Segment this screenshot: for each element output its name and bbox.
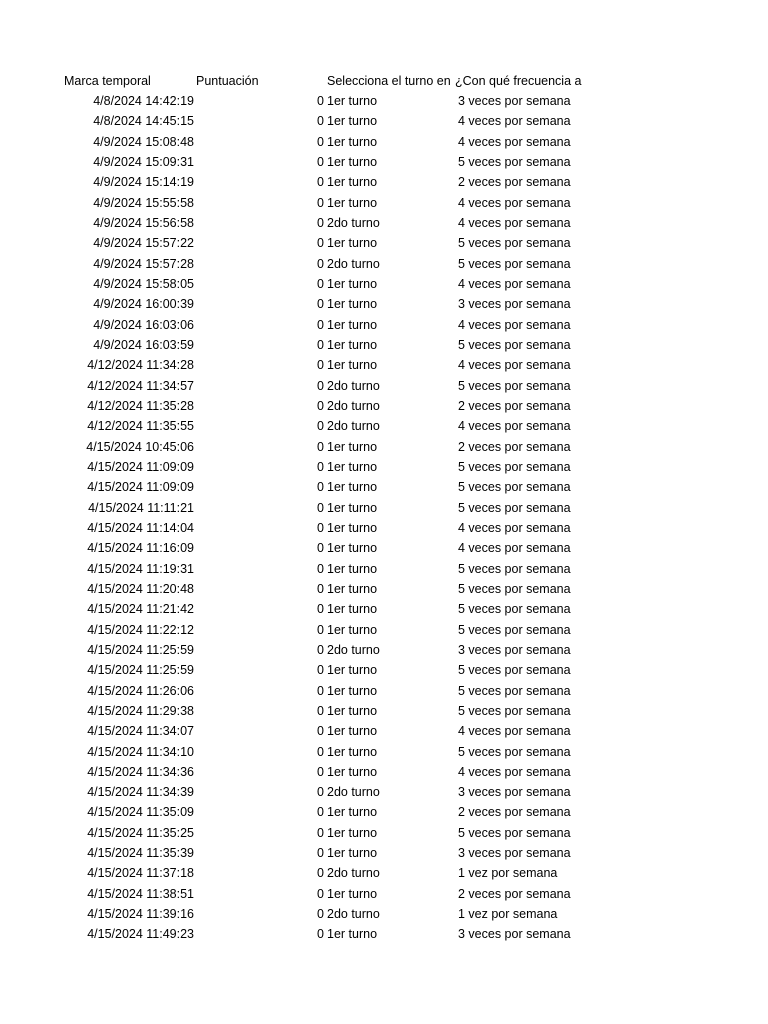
cell-frequency: 4 veces por semana (458, 764, 571, 779)
cell-shift: 2do turno (327, 378, 380, 393)
cell-timestamp: 4/9/2024 15:14:19 (93, 175, 194, 190)
table-row (0, 498, 768, 518)
cell-frequency: 5 veces por semana (458, 561, 571, 576)
cell-frequency: 5 veces por semana (458, 500, 571, 515)
cell-shift: 2do turno (327, 907, 380, 922)
cell-score: 0 (317, 581, 324, 596)
cell-score: 0 (317, 785, 324, 800)
cell-timestamp: 4/9/2024 15:08:48 (93, 134, 194, 149)
cell-score: 0 (317, 175, 324, 190)
table-row (0, 335, 768, 355)
cell-timestamp: 4/15/2024 11:34:36 (87, 764, 194, 779)
cell-timestamp: 4/15/2024 11:09:09 (87, 459, 194, 474)
table-row (0, 172, 768, 192)
cell-frequency: 5 veces por semana (458, 663, 571, 678)
cell-timestamp: 4/15/2024 11:25:59 (87, 663, 194, 678)
cell-score: 0 (317, 195, 324, 210)
cell-score: 0 (317, 154, 324, 169)
table-row (0, 477, 768, 497)
cell-score: 0 (317, 276, 324, 291)
cell-timestamp: 4/15/2024 11:21:42 (87, 602, 194, 617)
cell-score: 0 (317, 825, 324, 840)
cell-score: 0 (317, 337, 324, 352)
cell-frequency: 5 veces por semana (458, 337, 571, 352)
table-row (0, 660, 768, 680)
cell-timestamp: 4/15/2024 11:19:31 (87, 561, 194, 576)
cell-frequency: 3 veces por semana (458, 785, 571, 800)
cell-frequency: 5 veces por semana (458, 825, 571, 840)
spreadsheet-table (0, 72, 768, 945)
cell-score: 0 (317, 744, 324, 759)
cell-timestamp: 4/9/2024 15:56:58 (93, 215, 194, 230)
cell-shift: 1er turno (327, 195, 378, 210)
table-row (0, 233, 768, 253)
cell-score: 0 (317, 378, 324, 393)
cell-timestamp: 4/15/2024 11:34:10 (87, 744, 194, 759)
cell-shift: 1er turno (327, 175, 378, 190)
cell-score: 0 (317, 215, 324, 230)
cell-frequency: 5 veces por semana (458, 683, 571, 698)
cell-timestamp: 4/15/2024 11:35:25 (87, 825, 194, 840)
cell-timestamp: 4/9/2024 15:57:28 (93, 256, 194, 271)
cell-score: 0 (317, 663, 324, 678)
cell-timestamp: 4/9/2024 15:57:22 (93, 236, 194, 251)
table-row (0, 924, 768, 944)
cell-score: 0 (317, 256, 324, 271)
cell-frequency: 4 veces por semana (458, 541, 571, 556)
cell-score: 0 (317, 541, 324, 556)
cell-score: 0 (317, 459, 324, 474)
cell-frequency: 4 veces por semana (458, 215, 571, 230)
cell-score: 0 (317, 520, 324, 535)
cell-frequency: 2 veces por semana (458, 805, 571, 820)
cell-shift: 1er turno (327, 134, 378, 149)
cell-frequency: 1 vez por semana (458, 866, 558, 881)
cell-timestamp: 4/15/2024 11:20:48 (87, 581, 194, 596)
header-timestamp: Marca temporal (64, 74, 151, 88)
cell-shift: 1er turno (327, 581, 378, 596)
cell-timestamp: 4/9/2024 16:00:39 (93, 297, 194, 312)
cell-frequency: 2 veces por semana (458, 175, 571, 190)
cell-shift: 2do turno (327, 419, 380, 434)
cell-timestamp: 4/12/2024 11:34:57 (87, 378, 194, 393)
cell-shift: 1er turno (327, 297, 378, 312)
table-row (0, 721, 768, 741)
cell-shift: 1er turno (327, 154, 378, 169)
cell-shift: 1er turno (327, 846, 378, 861)
cell-frequency: 4 veces por semana (458, 520, 571, 535)
cell-score: 0 (317, 683, 324, 698)
table-row (0, 823, 768, 843)
cell-timestamp: 4/15/2024 11:25:59 (87, 642, 194, 657)
cell-frequency: 3 veces por semana (458, 94, 571, 108)
table-row (0, 681, 768, 701)
cell-timestamp: 4/12/2024 11:34:28 (87, 358, 194, 373)
table-row (0, 213, 768, 233)
cell-timestamp: 4/15/2024 11:38:51 (87, 886, 194, 901)
cell-shift: 1er turno (327, 825, 378, 840)
cell-frequency: 5 veces por semana (458, 459, 571, 474)
cell-shift: 1er turno (327, 114, 378, 129)
table-row (0, 782, 768, 802)
table-row (0, 111, 768, 131)
cell-timestamp: 4/15/2024 11:11:21 (88, 500, 194, 515)
cell-shift: 1er turno (327, 724, 378, 739)
cell-shift: 1er turno (327, 276, 378, 291)
cell-score: 0 (317, 602, 324, 617)
table-row (0, 599, 768, 619)
table-row (0, 904, 768, 924)
cell-score: 0 (317, 846, 324, 861)
table-row (0, 396, 768, 416)
table-row (0, 457, 768, 477)
cell-timestamp: 4/15/2024 11:09:09 (87, 480, 194, 495)
table-row (0, 274, 768, 294)
cell-timestamp: 4/15/2024 11:14:04 (87, 520, 194, 535)
cell-timestamp: 4/8/2024 14:42:19 (93, 94, 194, 108)
cell-shift: 1er turno (327, 317, 378, 332)
cell-frequency: 5 veces por semana (458, 622, 571, 637)
cell-frequency: 4 veces por semana (458, 724, 571, 739)
cell-score: 0 (317, 703, 324, 718)
cell-frequency: 4 veces por semana (458, 419, 571, 434)
cell-timestamp: 4/15/2024 11:35:09 (87, 805, 194, 820)
cell-timestamp: 4/9/2024 15:58:05 (93, 276, 194, 291)
cell-timestamp: 4/15/2024 11:39:16 (87, 907, 194, 922)
cell-shift: 1er turno (327, 927, 378, 942)
cell-shift: 1er turno (327, 459, 378, 474)
cell-score: 0 (317, 419, 324, 434)
table-row (0, 294, 768, 314)
cell-shift: 1er turno (327, 480, 378, 495)
cell-shift: 1er turno (327, 520, 378, 535)
cell-score: 0 (317, 886, 324, 901)
cell-score: 0 (317, 907, 324, 922)
cell-frequency: 4 veces por semana (458, 195, 571, 210)
cell-timestamp: 4/9/2024 15:55:58 (93, 195, 194, 210)
cell-shift: 1er turno (327, 541, 378, 556)
cell-timestamp: 4/15/2024 11:37:18 (87, 866, 194, 881)
cell-shift: 1er turno (327, 236, 378, 251)
cell-timestamp: 4/8/2024 14:45:15 (93, 114, 194, 129)
cell-frequency: 4 veces por semana (458, 114, 571, 129)
cell-frequency: 2 veces por semana (458, 398, 571, 413)
table-row (0, 91, 768, 111)
table-row (0, 193, 768, 213)
table-row (0, 843, 768, 863)
cell-shift: 1er turno (327, 663, 378, 678)
cell-timestamp: 4/12/2024 11:35:55 (87, 419, 194, 434)
cell-shift: 1er turno (327, 886, 378, 901)
cell-shift: 1er turno (327, 805, 378, 820)
cell-timestamp: 4/15/2024 11:49:23 (87, 927, 194, 942)
cell-shift: 1er turno (327, 439, 378, 454)
cell-score: 0 (317, 500, 324, 515)
cell-score: 0 (317, 805, 324, 820)
cell-shift: 1er turno (327, 358, 378, 373)
cell-shift: 1er turno (327, 602, 378, 617)
cell-timestamp: 4/15/2024 11:35:39 (87, 846, 194, 861)
cell-frequency: 3 veces por semana (458, 927, 571, 942)
cell-score: 0 (317, 297, 324, 312)
cell-shift: 1er turno (327, 703, 378, 718)
table-row (0, 559, 768, 579)
cell-frequency: 5 veces por semana (458, 154, 571, 169)
table-row (0, 701, 768, 721)
cell-score: 0 (317, 866, 324, 881)
cell-timestamp: 4/15/2024 10:45:06 (86, 439, 194, 454)
cell-frequency: 5 veces por semana (458, 378, 571, 393)
cell-shift: 2do turno (327, 215, 380, 230)
table-row (0, 315, 768, 335)
cell-timestamp: 4/9/2024 15:09:31 (93, 154, 194, 169)
cell-shift: 1er turno (327, 337, 378, 352)
cell-timestamp: 4/12/2024 11:35:28 (87, 398, 194, 413)
cell-timestamp: 4/15/2024 11:29:38 (87, 703, 194, 718)
table-body (0, 91, 768, 945)
cell-frequency: 4 veces por semana (458, 276, 571, 291)
cell-frequency: 5 veces por semana (458, 703, 571, 718)
cell-shift: 1er turno (327, 764, 378, 779)
cell-score: 0 (317, 317, 324, 332)
cell-score: 0 (317, 114, 324, 129)
cell-score: 0 (317, 134, 324, 149)
cell-frequency: 5 veces por semana (458, 256, 571, 271)
cell-timestamp: 4/15/2024 11:16:09 (87, 541, 194, 556)
cell-timestamp: 4/15/2024 11:26:06 (87, 683, 194, 698)
cell-score: 0 (317, 480, 324, 495)
cell-frequency: 2 veces por semana (458, 439, 571, 454)
table-row (0, 132, 768, 152)
table-row (0, 538, 768, 558)
header-shift: Selecciona el turno en (327, 74, 451, 88)
table-row (0, 355, 768, 375)
cell-shift: 1er turno (327, 500, 378, 515)
cell-score: 0 (317, 358, 324, 373)
cell-frequency: 5 veces por semana (458, 602, 571, 617)
table-row (0, 863, 768, 883)
cell-frequency: 3 veces por semana (458, 297, 571, 312)
cell-shift: 2do turno (327, 866, 380, 881)
cell-score: 0 (317, 236, 324, 251)
table-row (0, 802, 768, 822)
cell-score: 0 (317, 642, 324, 657)
cell-frequency: 4 veces por semana (458, 134, 571, 149)
cell-frequency: 1 vez por semana (458, 907, 558, 922)
cell-score: 0 (317, 927, 324, 942)
cell-frequency: 4 veces por semana (458, 358, 571, 373)
cell-shift: 1er turno (327, 744, 378, 759)
cell-shift: 1er turno (327, 683, 378, 698)
table-row (0, 152, 768, 172)
cell-timestamp: 4/9/2024 16:03:59 (93, 337, 194, 352)
table-row (0, 762, 768, 782)
cell-frequency: 2 veces por semana (458, 886, 571, 901)
table-row (0, 254, 768, 274)
cell-score: 0 (317, 398, 324, 413)
cell-score: 0 (317, 724, 324, 739)
table-row (0, 640, 768, 660)
cell-score: 0 (317, 561, 324, 576)
cell-frequency: 5 veces por semana (458, 744, 571, 759)
cell-shift: 1er turno (327, 94, 378, 108)
header-frequency: ¿Con qué frecuencia a (455, 74, 582, 88)
cell-timestamp: 4/15/2024 11:34:07 (87, 724, 194, 739)
cell-frequency: 4 veces por semana (458, 317, 571, 332)
cell-shift: 1er turno (327, 561, 378, 576)
cell-timestamp: 4/15/2024 11:22:12 (87, 622, 194, 637)
cell-score: 0 (317, 764, 324, 779)
table-row (0, 884, 768, 904)
cell-frequency: 5 veces por semana (458, 581, 571, 596)
table-row (0, 742, 768, 762)
cell-shift: 2do turno (327, 642, 380, 657)
table-row (0, 620, 768, 640)
cell-timestamp: 4/15/2024 11:34:39 (87, 785, 194, 800)
cell-frequency: 3 veces por semana (458, 846, 571, 861)
cell-frequency: 5 veces por semana (458, 236, 571, 251)
cell-frequency: 5 veces por semana (458, 480, 571, 495)
cell-shift: 2do turno (327, 398, 380, 413)
cell-shift: 1er turno (327, 622, 378, 637)
table-row (0, 437, 768, 457)
table-row (0, 376, 768, 396)
header-row (0, 72, 768, 91)
cell-score: 0 (317, 439, 324, 454)
table-row (0, 416, 768, 436)
table-row (0, 518, 768, 538)
cell-timestamp: 4/9/2024 16:03:06 (93, 317, 194, 332)
table-row (0, 579, 768, 599)
cell-score: 0 (317, 622, 324, 637)
cell-frequency: 3 veces por semana (458, 642, 571, 657)
cell-shift: 2do turno (327, 256, 380, 271)
header-score: Puntuación (196, 74, 259, 88)
cell-score: 0 (317, 94, 324, 108)
cell-shift: 2do turno (327, 785, 380, 800)
